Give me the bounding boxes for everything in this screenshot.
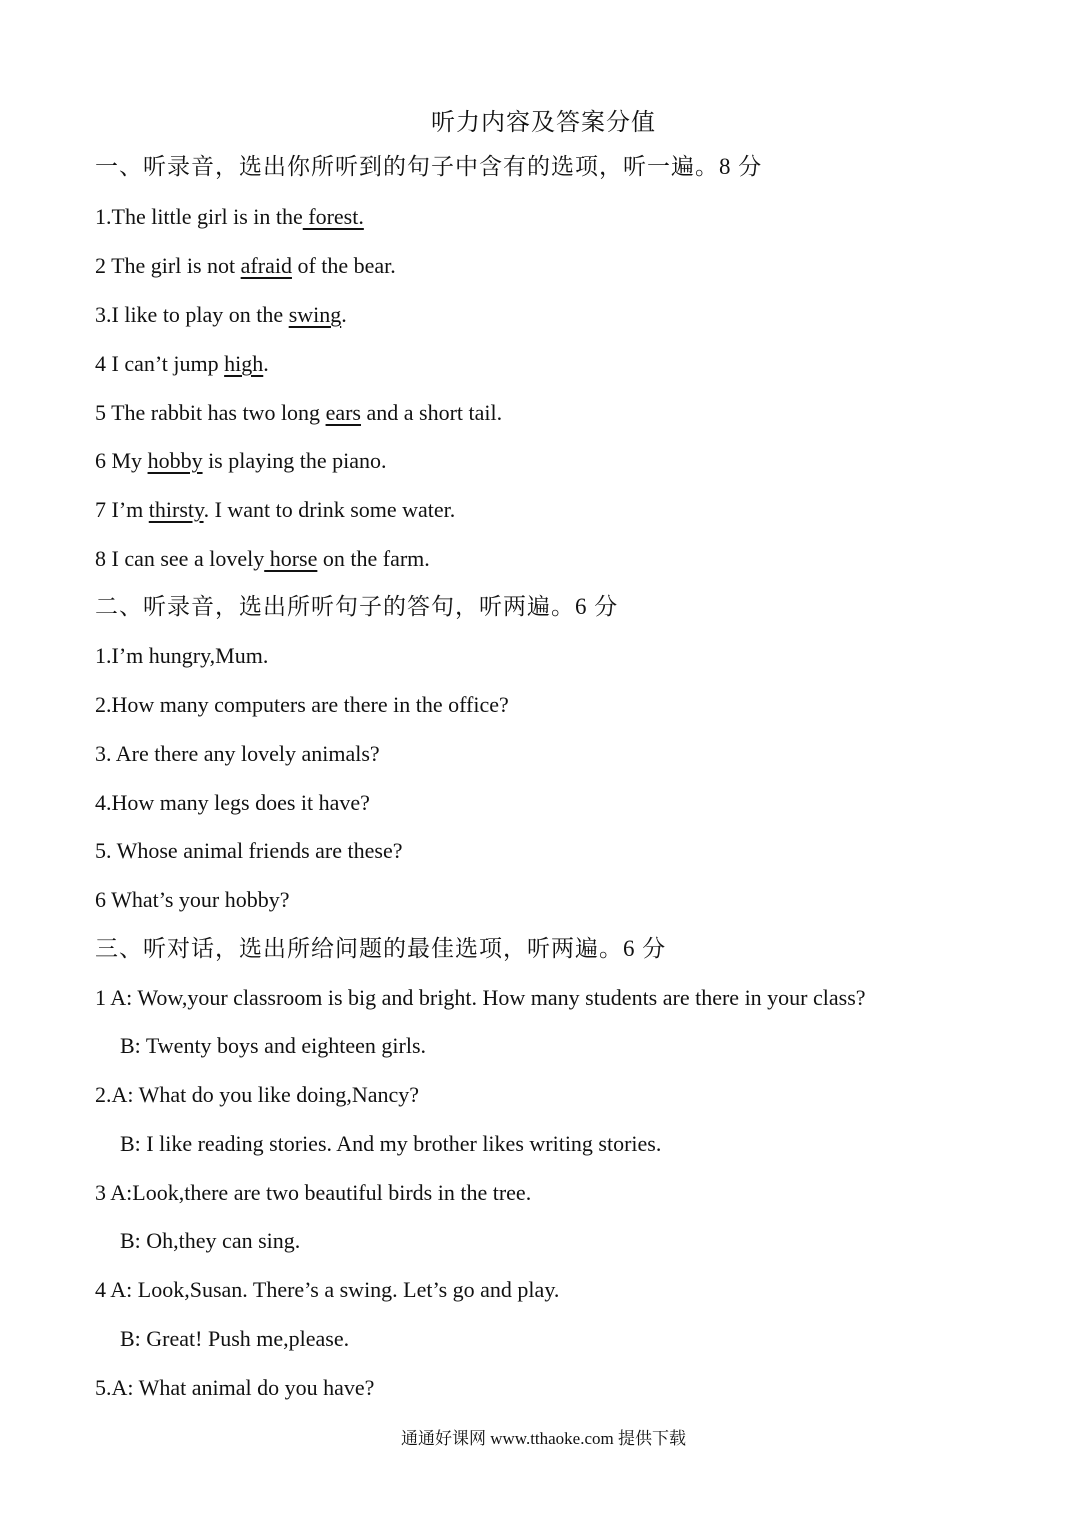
section1-item: 8 I can see a lovely horse on the farm. (95, 546, 430, 571)
answer-keyword: horse (264, 546, 318, 571)
page-footer: 通通好课网 www.tthaoke.com 提供下载 (400, 1429, 687, 1448)
dialogue-line-a: 4 A: Look,Susan. There’s a swing. Let’s go and play. (95, 1277, 560, 1302)
section1-item: 1.The little girl is in the forest. (95, 204, 364, 229)
dialogue-line-b: B: Oh,they can sing. (120, 1228, 301, 1253)
page-title: 听力内容及答案分值 (431, 110, 656, 136)
section2-item: 2.How many computers are there in the office? (95, 692, 509, 717)
answer-keyword: high (224, 351, 264, 376)
answer-keyword: afraid (240, 253, 292, 278)
section1-item: 3.I like to play on the swing. (95, 302, 347, 327)
answer-keyword: hobby (147, 448, 203, 473)
section2-item: 3. Are there any lovely animals? (95, 741, 380, 766)
answer-keyword: swing (288, 302, 342, 327)
answer-keyword: forest. (302, 204, 364, 229)
section1-item: 4 I can’t jump high. (95, 351, 269, 376)
section2-item: 1.I’m hungry,Mum. (95, 643, 269, 668)
section1-item: 7 I’m thirsty. I want to drink some water. (95, 497, 456, 522)
section3-heading: 三、听对话，选出所给问题的最佳选项，听两遍。6 分 (95, 936, 667, 961)
section2-item: 5. Whose animal friends are these? (95, 838, 403, 863)
dialogue-line-a: 5.A: What animal do you have? (95, 1375, 375, 1400)
section2-item: 6 What’s your hobby? (95, 887, 290, 912)
dialogue-line-b: B: I like reading stories. And my brother likes writing stories. (120, 1131, 662, 1156)
section2-item: 4.How many legs does it have? (95, 790, 370, 815)
dialogue-line-b: B: Twenty boys and eighteen girls. (120, 1033, 427, 1058)
section1-heading: 一、听录音，选出你所听到的句子中含有的选项，听一遍。8 分 (95, 154, 763, 179)
section2-heading: 二、听录音，选出所听句子的答句，听两遍。6 分 (95, 594, 619, 619)
dialogue-line-b: B: Great! Push me,please. (120, 1326, 350, 1351)
dialogue-line-a: 3 A:Look,there are two beautiful birds in the tree. (95, 1180, 532, 1205)
answer-keyword: ears (325, 400, 361, 425)
dialogue-line-a: 1 A: Wow,your classroom is big and bright. How many students are there in your class? (95, 985, 866, 1010)
section1-item: 6 My hobby is playing the piano. (95, 448, 387, 473)
section1-item: 2 The girl is not afraid of the bear. (95, 253, 396, 278)
section1-item: 5 The rabbit has two long ears and a short tail. (95, 400, 503, 425)
answer-keyword: thirsty (148, 497, 204, 522)
dialogue-line-a: 2.A: What do you like doing,Nancy? (95, 1082, 420, 1107)
